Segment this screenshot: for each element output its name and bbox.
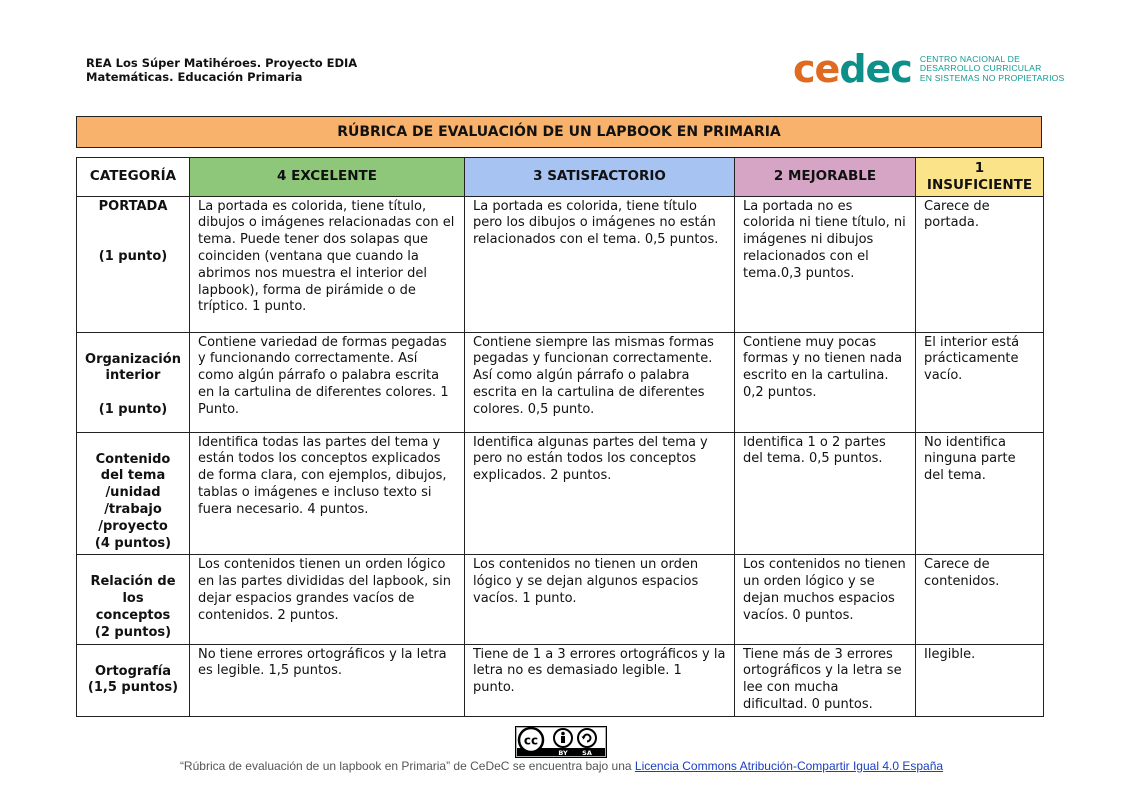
cell-excelente: Los contenidos tienen un orden lógico en las partes divididas del lapbook, sin dejar espacios grandes vacíos de contenidos. 2 puntos. bbox=[190, 555, 465, 644]
cedec-logo bbox=[793, 47, 1065, 91]
rubric-table bbox=[76, 157, 1044, 717]
column-header-insuficiente: 1 INSUFICIENTE bbox=[916, 158, 1044, 197]
cell-mejorable: Los contenidos no tienen un orden lógico y se dejan muchos espacios vacíos. 0 puntos. bbox=[735, 555, 916, 644]
cell-excelente: Identifica todas las partes del tema y están todos los conceptos explicados de forma clara, con ejemplos, dibujos, tablas o imágenes e incluso texto si fuera necesario. 4 puntos. bbox=[190, 432, 465, 555]
cell-insuficiente: No identifica ninguna parte del tema. bbox=[916, 432, 1044, 555]
logo-wordmark: cedec bbox=[793, 47, 912, 91]
license-footer bbox=[0, 759, 1123, 773]
table-row bbox=[77, 332, 1044, 432]
cell-satisfactorio: Contiene siempre las mismas formas pegadas y funcionan correctamente. Así como algún párrafo o palabra escrita en la cartulina de diferentes colores. 0,5 punto. bbox=[465, 332, 735, 432]
cell-insuficiente: Carece de portada. bbox=[916, 196, 1044, 332]
cell-insuficiente: Ilegible. bbox=[916, 644, 1044, 716]
cell-satisfactorio: Identifica algunas partes del tema y pero no están todos los conceptos explicados. 2 puntos. bbox=[465, 432, 735, 555]
table-row bbox=[77, 196, 1044, 332]
header-subject: Matemáticas. Educación Primaria bbox=[86, 70, 303, 84]
header-project: REA Los Súper Matihéroes. Proyecto EDIA bbox=[86, 56, 358, 70]
svg-text:cc: cc bbox=[523, 733, 539, 748]
cc-sa-label: SA bbox=[582, 749, 592, 757]
document-header bbox=[86, 56, 357, 84]
cell-excelente: No tiene errores ortográficos y la letra es legible. 1,5 puntos. bbox=[190, 644, 465, 716]
rubric-title: RÚBRICA DE EVALUACIÓN DE UN LAPBOOK EN PRIMARIA bbox=[76, 116, 1042, 148]
cell-satisfactorio: La portada es colorida, tiene título pero los dibujos o imágenes no están relacionados con el tema. 0,5 puntos. bbox=[465, 196, 735, 332]
row-category: Organización interior (1 punto) bbox=[77, 332, 190, 432]
cell-satisfactorio: Tiene de 1 a 3 errores ortográficos y la letra no es demasiado legible. 1 punto. bbox=[465, 644, 735, 716]
cell-mejorable: La portada no es colorida ni tiene título, ni imágenes ni dibujos relacionados con el tema.0,3 puntos. bbox=[735, 196, 916, 332]
cell-excelente: La portada es colorida, tiene título, dibujos o imágenes relacionadas con el tema. Puede tener dos solapas que coinciden (ventana que cuando la abrimos nos muestra el interior del lapbook), forma de pirámide o de tríptico. 1 punto. bbox=[190, 196, 465, 332]
license-link[interactable]: Licencia Commons Atribución-Compartir Igual 4.0 España bbox=[634, 759, 944, 773]
cc-by-label: BY bbox=[558, 749, 568, 757]
table-row bbox=[77, 555, 1044, 644]
row-category: Contenido del tema /unidad /trabajo /proyecto (4 puntos) bbox=[77, 432, 190, 555]
row-category: PORTADA (1 punto) bbox=[77, 196, 190, 332]
row-category: Ortografía (1,5 puntos) bbox=[77, 644, 190, 716]
row-category: Relación de los conceptos (2 puntos) bbox=[77, 555, 190, 644]
cell-satisfactorio: Los contenidos no tienen un orden lógico y se dejan algunos espacios vacíos. 1 punto. bbox=[465, 555, 735, 644]
logo-subtitle: CENTRO NACIONAL DE DESARROLLO CURRICULAR EN SISTEMAS NO PROPIETARIOS bbox=[919, 53, 1065, 83]
license-text: “Rúbrica de evaluación de un lapbook en Primaria” de CeDeC se encuentra bajo una bbox=[179, 759, 635, 773]
column-header-excelente: 4 EXCELENTE bbox=[190, 158, 465, 197]
cc-by-sa-icon bbox=[515, 726, 607, 758]
cell-mejorable: Contiene muy pocas formas y no tienen nada escrito en la cartulina. 0,2 puntos. bbox=[735, 332, 916, 432]
cell-insuficiente: Carece de contenidos. bbox=[916, 555, 1044, 644]
cell-mejorable: Tiene más de 3 errores ortográficos y la letra se lee con mucha dificultad. 0 puntos. bbox=[735, 644, 916, 716]
column-header-satisfactorio: 3 SATISFACTORIO bbox=[465, 158, 735, 197]
column-header-mejorable: 2 MEJORABLE bbox=[735, 158, 916, 197]
column-header-category: CATEGORÍA bbox=[77, 158, 190, 197]
cell-mejorable: Identifica 1 o 2 partes del tema. 0,5 puntos. bbox=[735, 432, 916, 555]
table-row bbox=[77, 432, 1044, 555]
cell-excelente: Contiene variedad de formas pegadas y funcionando correctamente. Así como algún párrafo o palabra escrita en la cartulina de diferentes colores. 1 Punto. bbox=[190, 332, 465, 432]
cell-insuficiente: El interior está prácticamente vacío. bbox=[916, 332, 1044, 432]
table-row bbox=[77, 644, 1044, 716]
table-header-row bbox=[77, 158, 1044, 197]
